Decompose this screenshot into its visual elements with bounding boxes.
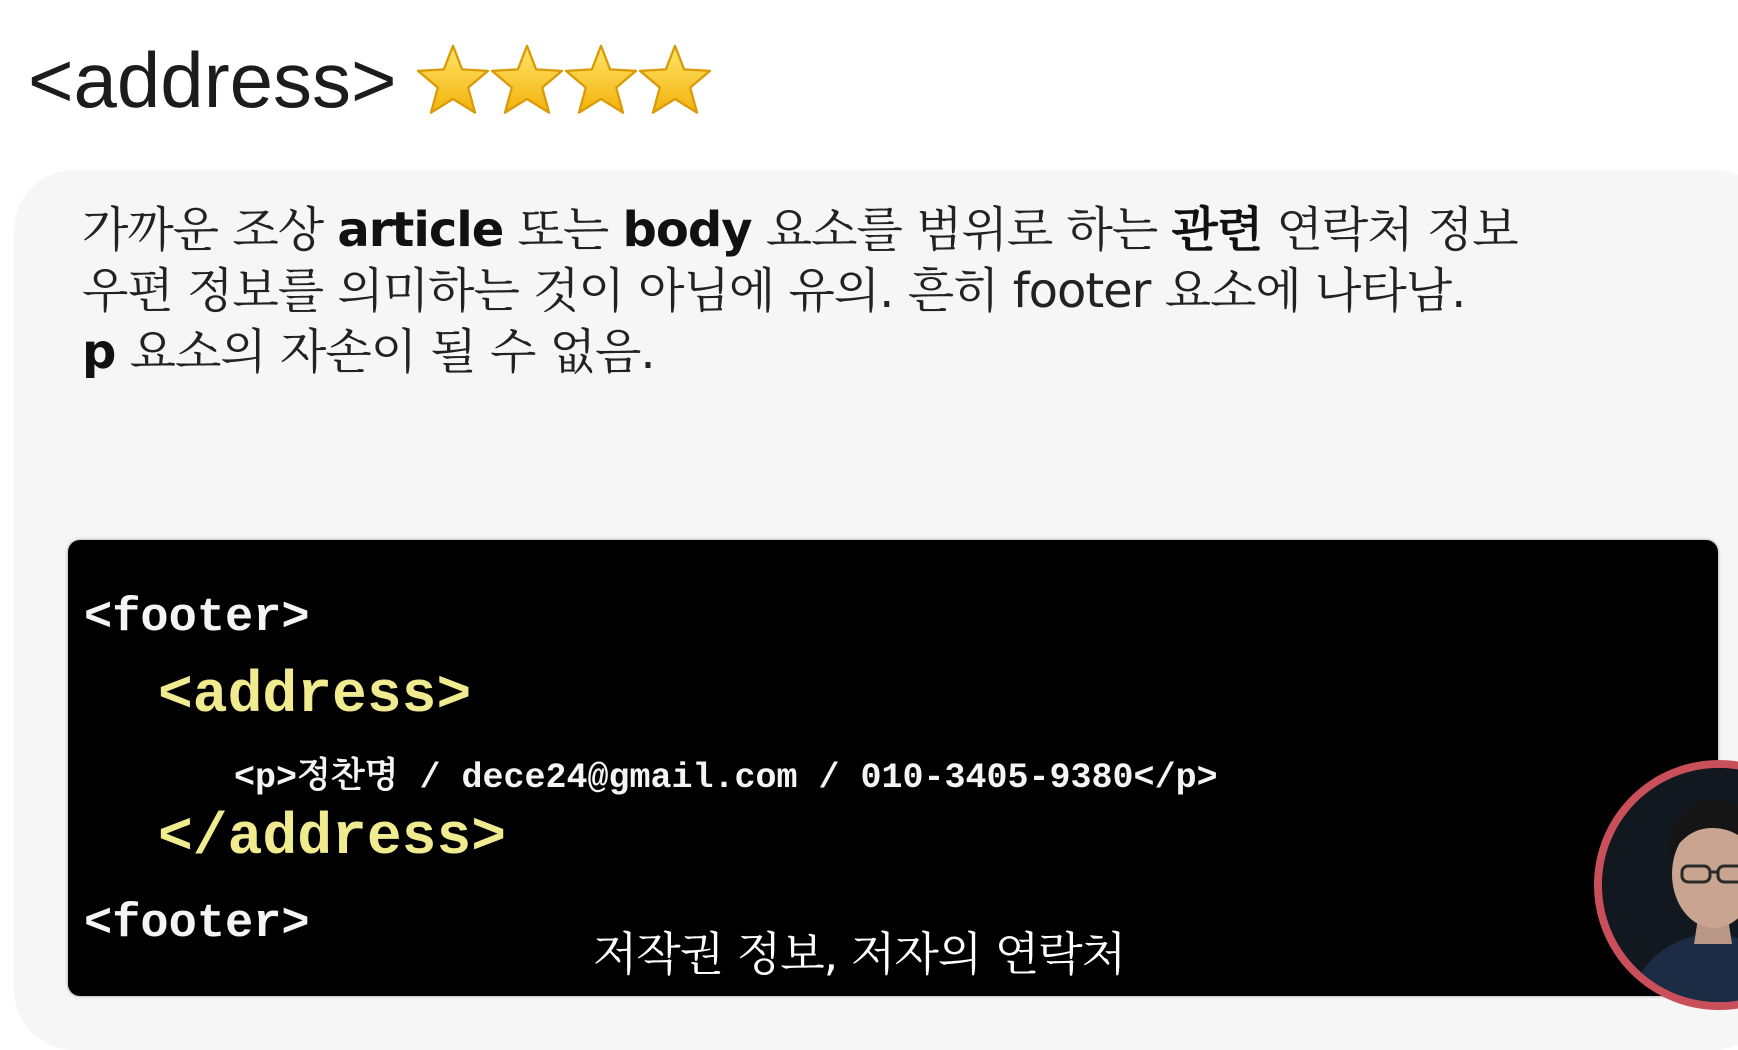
- code-line-footer-open: <footer>: [84, 592, 310, 645]
- star-icon: [489, 42, 565, 118]
- description-line-1: 가까운 조상 article 또는 body 요소를 범위로 하는 관련 연락처 정보: [82, 202, 1518, 258]
- star-icon: [637, 42, 713, 118]
- star-icon: [415, 42, 491, 118]
- title-tag-text: <address>: [28, 35, 397, 124]
- code-line-address-close: </address>: [158, 806, 507, 871]
- code-line-footer-close: <footer>: [84, 898, 310, 951]
- description-line-3: p 요소의 자손이 될 수 없음.: [82, 324, 655, 380]
- star-icon: [563, 42, 639, 118]
- description-line-2: 우편 정보를 의미하는 것이 아님에 유의. 흔히 footer 요소에 나타남.: [82, 263, 1466, 319]
- video-subtitle: 저작권 정보, 저자의 연락처: [592, 927, 1126, 981]
- code-line-address-open: <address>: [158, 664, 472, 729]
- page-title: [28, 30, 711, 130]
- description-text: [82, 200, 1518, 383]
- code-line-paragraph: <p>정찬명 / dece24@gmail.com / 010-3405-9380</p>: [234, 758, 1218, 798]
- rating-stars: [415, 42, 711, 118]
